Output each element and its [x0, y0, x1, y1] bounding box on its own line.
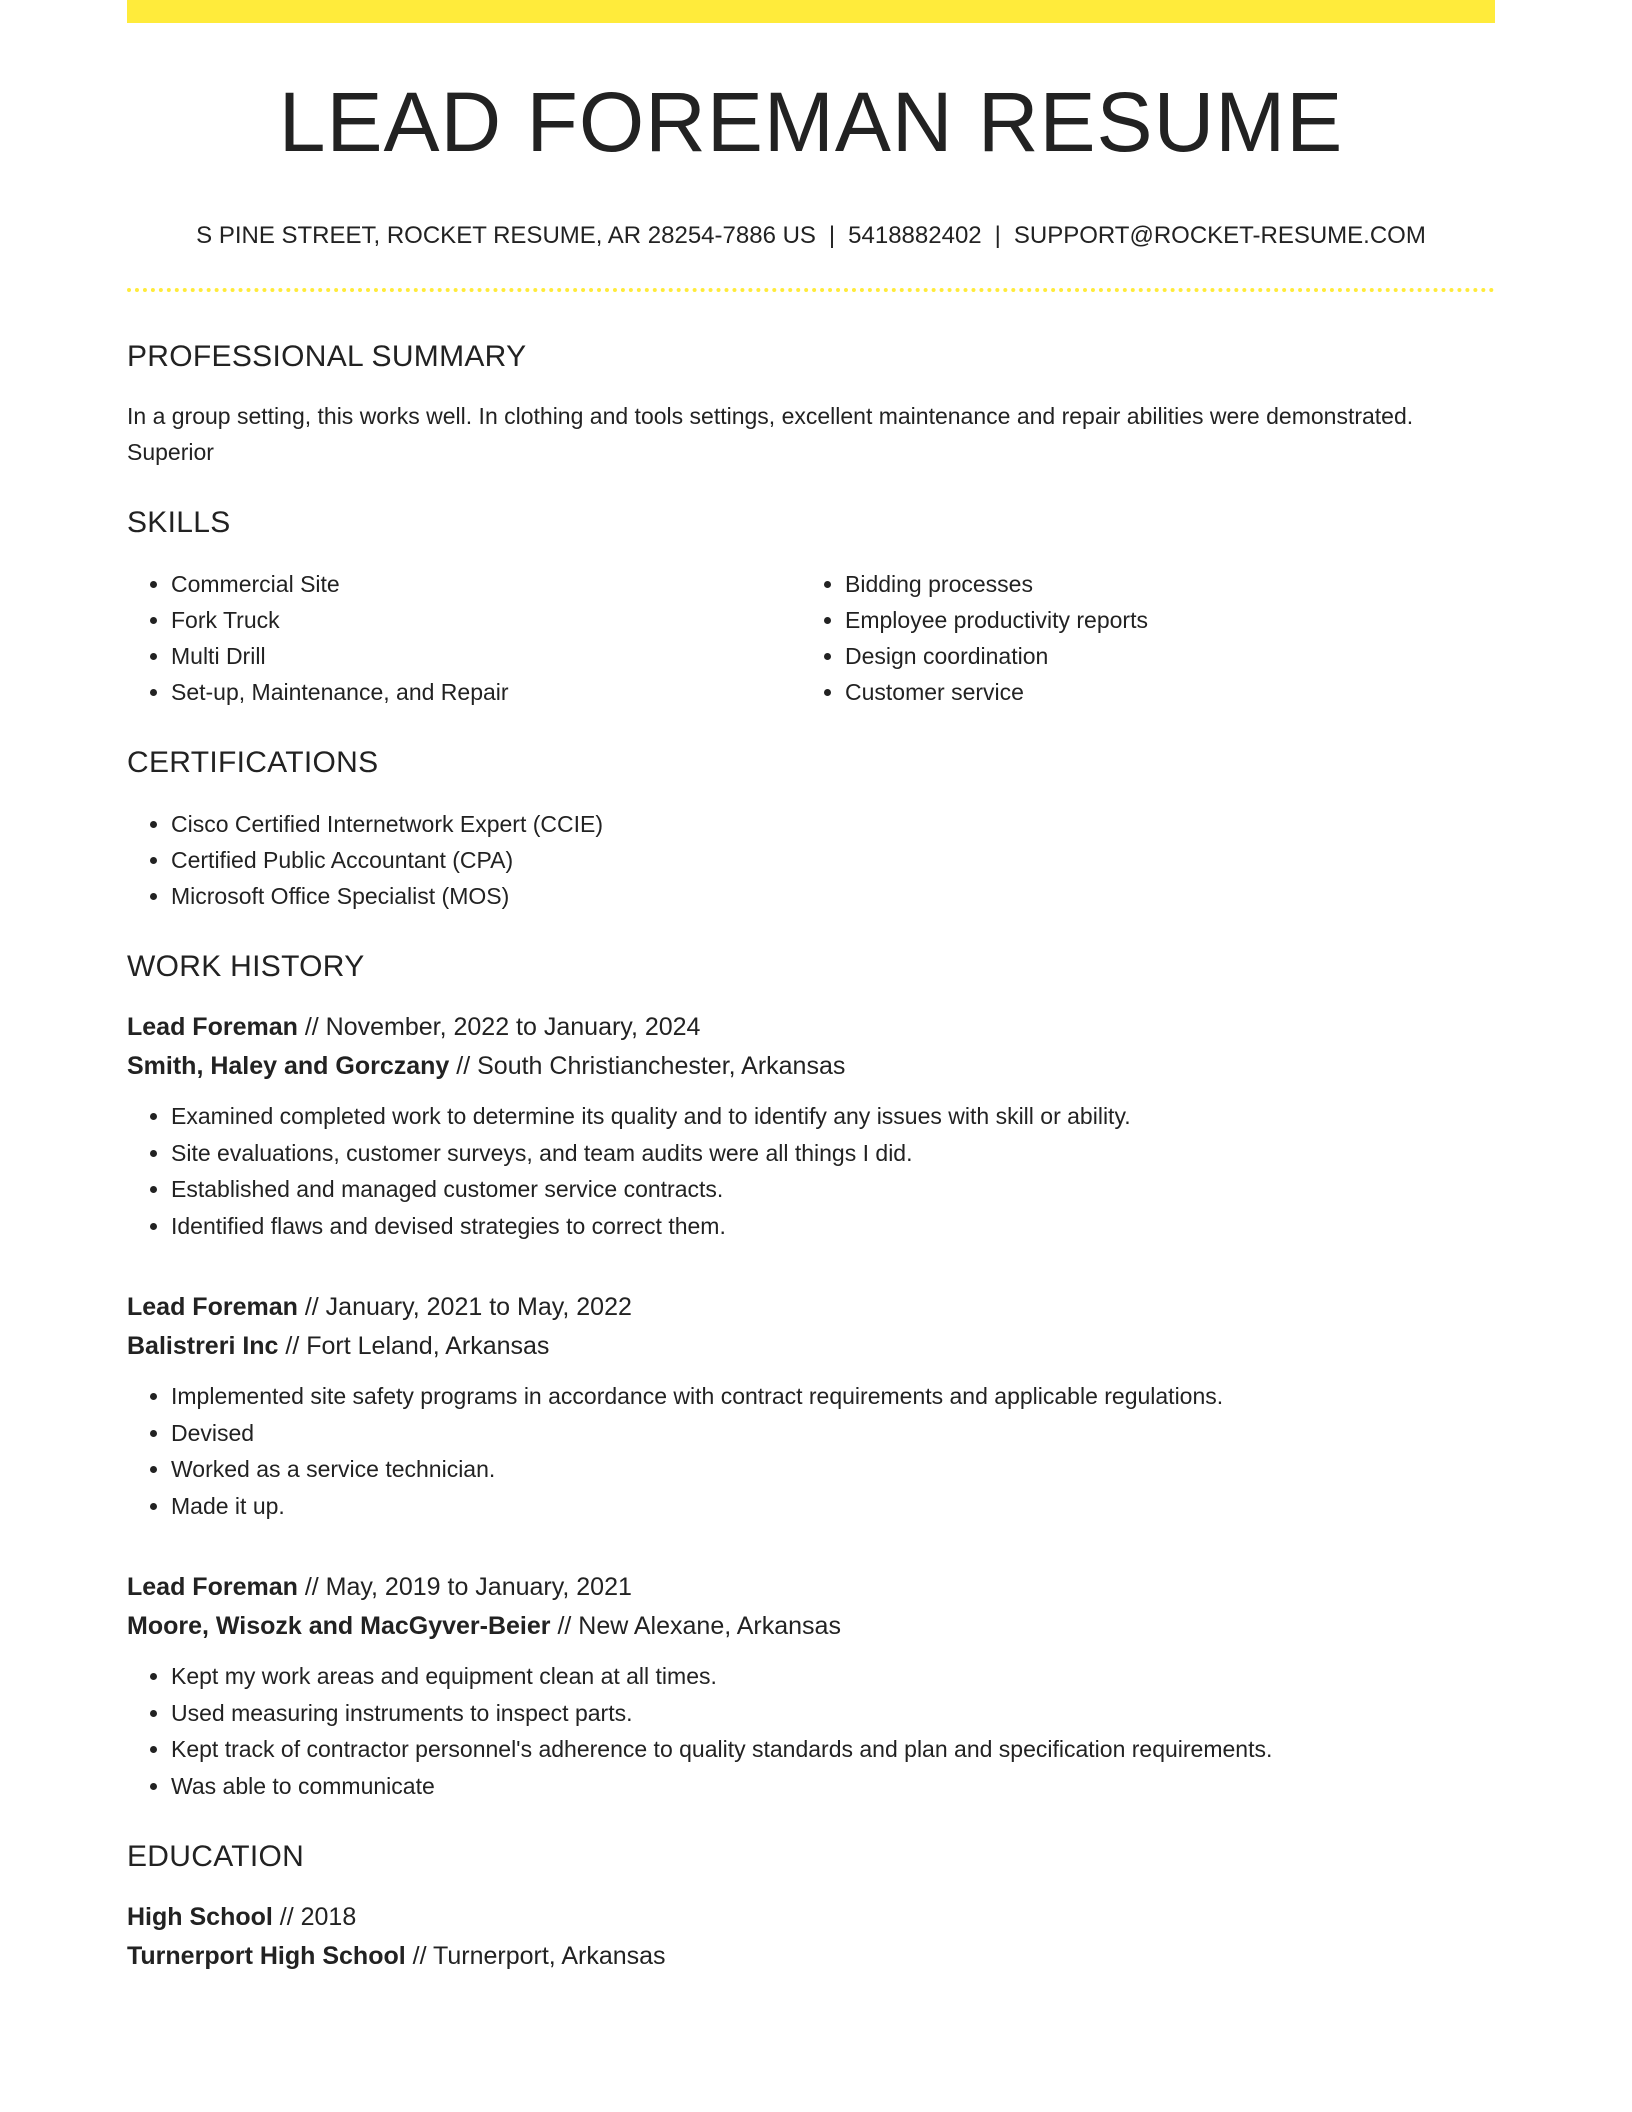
job-bullets	[127, 1098, 1495, 1244]
job-dates: // November, 2022 to January, 2024	[304, 1013, 701, 1041]
contact-separator: |	[994, 222, 1001, 249]
job-bullet: • Was able to communicate	[171, 1768, 1495, 1805]
accent-bar	[127, 0, 1495, 23]
job-location: // South Christianchester, Arkansas	[456, 1052, 846, 1080]
education-school-line	[127, 1937, 1495, 1976]
summary-text: In a group setting, this works well. In clothing and tools settings, excellent maintenance and repair abilities were demonstrated. Superior	[127, 403, 1414, 465]
education-degree: High School	[127, 1903, 273, 1931]
education-school: Turnerport High School	[127, 1942, 406, 1970]
summary-heading: PROFESSIONAL SUMMARY	[127, 340, 527, 373]
summary-section	[127, 342, 1495, 470]
job-company: Smith, Haley and Gorczany	[127, 1052, 450, 1080]
work-history-heading: WORK HISTORY	[127, 950, 365, 983]
skill-item: • Customer service	[845, 674, 1475, 710]
education-heading: EDUCATION	[127, 1840, 305, 1873]
job-title: Lead Foreman	[127, 1573, 298, 1601]
skills-list-left	[127, 566, 801, 710]
contact-email: SUPPORT@ROCKET-RESUME.COM	[1013, 222, 1426, 249]
certifications-section	[127, 748, 1495, 914]
education-section	[127, 1842, 1495, 1976]
skills-section	[127, 508, 1495, 710]
job-title-line	[127, 1568, 1495, 1607]
skill-item: • Multi Drill	[171, 638, 801, 674]
job-company: Balistreri Inc	[127, 1332, 279, 1360]
education-location: // Turnerport, Arkansas	[412, 1942, 666, 1970]
job-dates: // January, 2021 to May, 2022	[304, 1293, 632, 1321]
job-bullet: • Site evaluations, customer surveys, and team audits were all things I did.	[171, 1135, 1495, 1172]
job-bullet: • Used measuring instruments to inspect parts.	[171, 1695, 1495, 1732]
contact-line	[127, 224, 1495, 248]
resume-title: LEAD FOREMAN RESUME	[278, 75, 1344, 169]
job-bullet: • Devised	[171, 1415, 1495, 1452]
job-bullet: • Examined completed work to determine its quality and to identify any issues with skill or ability.	[171, 1098, 1495, 1135]
job-title-line	[127, 1008, 1495, 1047]
job-title: Lead Foreman	[127, 1013, 298, 1041]
certification-item: • Microsoft Office Specialist (MOS)	[171, 878, 1495, 914]
education-year: // 2018	[279, 1903, 357, 1931]
certification-item: • Certified Public Accountant (CPA)	[171, 842, 1495, 878]
job-location: // New Alexane, Arkansas	[557, 1612, 841, 1640]
job-entry	[127, 1008, 1495, 1244]
job-bullets	[127, 1378, 1495, 1524]
job-bullet: • Kept track of contractor personnel's adherence to quality standards and plan and specification requirements.	[171, 1731, 1495, 1768]
job-company: Moore, Wisozk and MacGyver-Beier	[127, 1612, 551, 1640]
skills-heading: SKILLS	[127, 506, 231, 539]
contact-address: S PINE STREET, ROCKET RESUME, AR 28254-7886 US	[196, 222, 816, 249]
skill-item: • Fork Truck	[171, 602, 801, 638]
job-bullet: • Implemented site safety programs in accordance with contract requirements and applicable regulations.	[171, 1378, 1495, 1415]
job-dates: // May, 2019 to January, 2021	[304, 1573, 632, 1601]
job-location: // Fort Leland, Arkansas	[285, 1332, 550, 1360]
job-company-line	[127, 1607, 1495, 1646]
job-bullet: • Established and managed customer service contracts.	[171, 1171, 1495, 1208]
certifications-heading: CERTIFICATIONS	[127, 746, 379, 779]
job-title-line	[127, 1288, 1495, 1327]
job-bullet: • Identified flaws and devised strategies to correct them.	[171, 1208, 1495, 1245]
contact-separator: |	[828, 222, 836, 249]
job-company-line	[127, 1047, 1495, 1086]
skill-item: • Employee productivity reports	[845, 602, 1475, 638]
skills-list-right	[801, 566, 1475, 710]
contact-phone: 5418882402	[848, 222, 982, 249]
job-title: Lead Foreman	[127, 1293, 298, 1321]
skill-item: • Bidding processes	[845, 566, 1475, 602]
education-degree-line	[127, 1898, 1495, 1937]
work-history-section	[127, 952, 1495, 1804]
certification-item: • Cisco Certified Internetwork Expert (CCIE)	[171, 806, 1495, 842]
education-entry	[127, 1898, 1495, 1976]
job-bullet: • Kept my work areas and equipment clean at all times.	[171, 1658, 1495, 1695]
skills-columns	[127, 566, 1495, 710]
job-bullets	[127, 1658, 1495, 1804]
certifications-list	[127, 806, 1495, 914]
skill-item: • Set-up, Maintenance, and Repair	[171, 674, 801, 710]
job-entry	[127, 1288, 1495, 1524]
job-bullet: • Made it up.	[171, 1488, 1495, 1525]
job-company-line	[127, 1327, 1495, 1366]
skill-item: • Commercial Site	[171, 566, 801, 602]
resume-page	[127, 0, 1495, 1976]
job-bullet: • Worked as a service technician.	[171, 1451, 1495, 1488]
job-entry	[127, 1568, 1495, 1804]
dotted-divider	[127, 288, 1495, 292]
skill-item: • Design coordination	[845, 638, 1475, 674]
